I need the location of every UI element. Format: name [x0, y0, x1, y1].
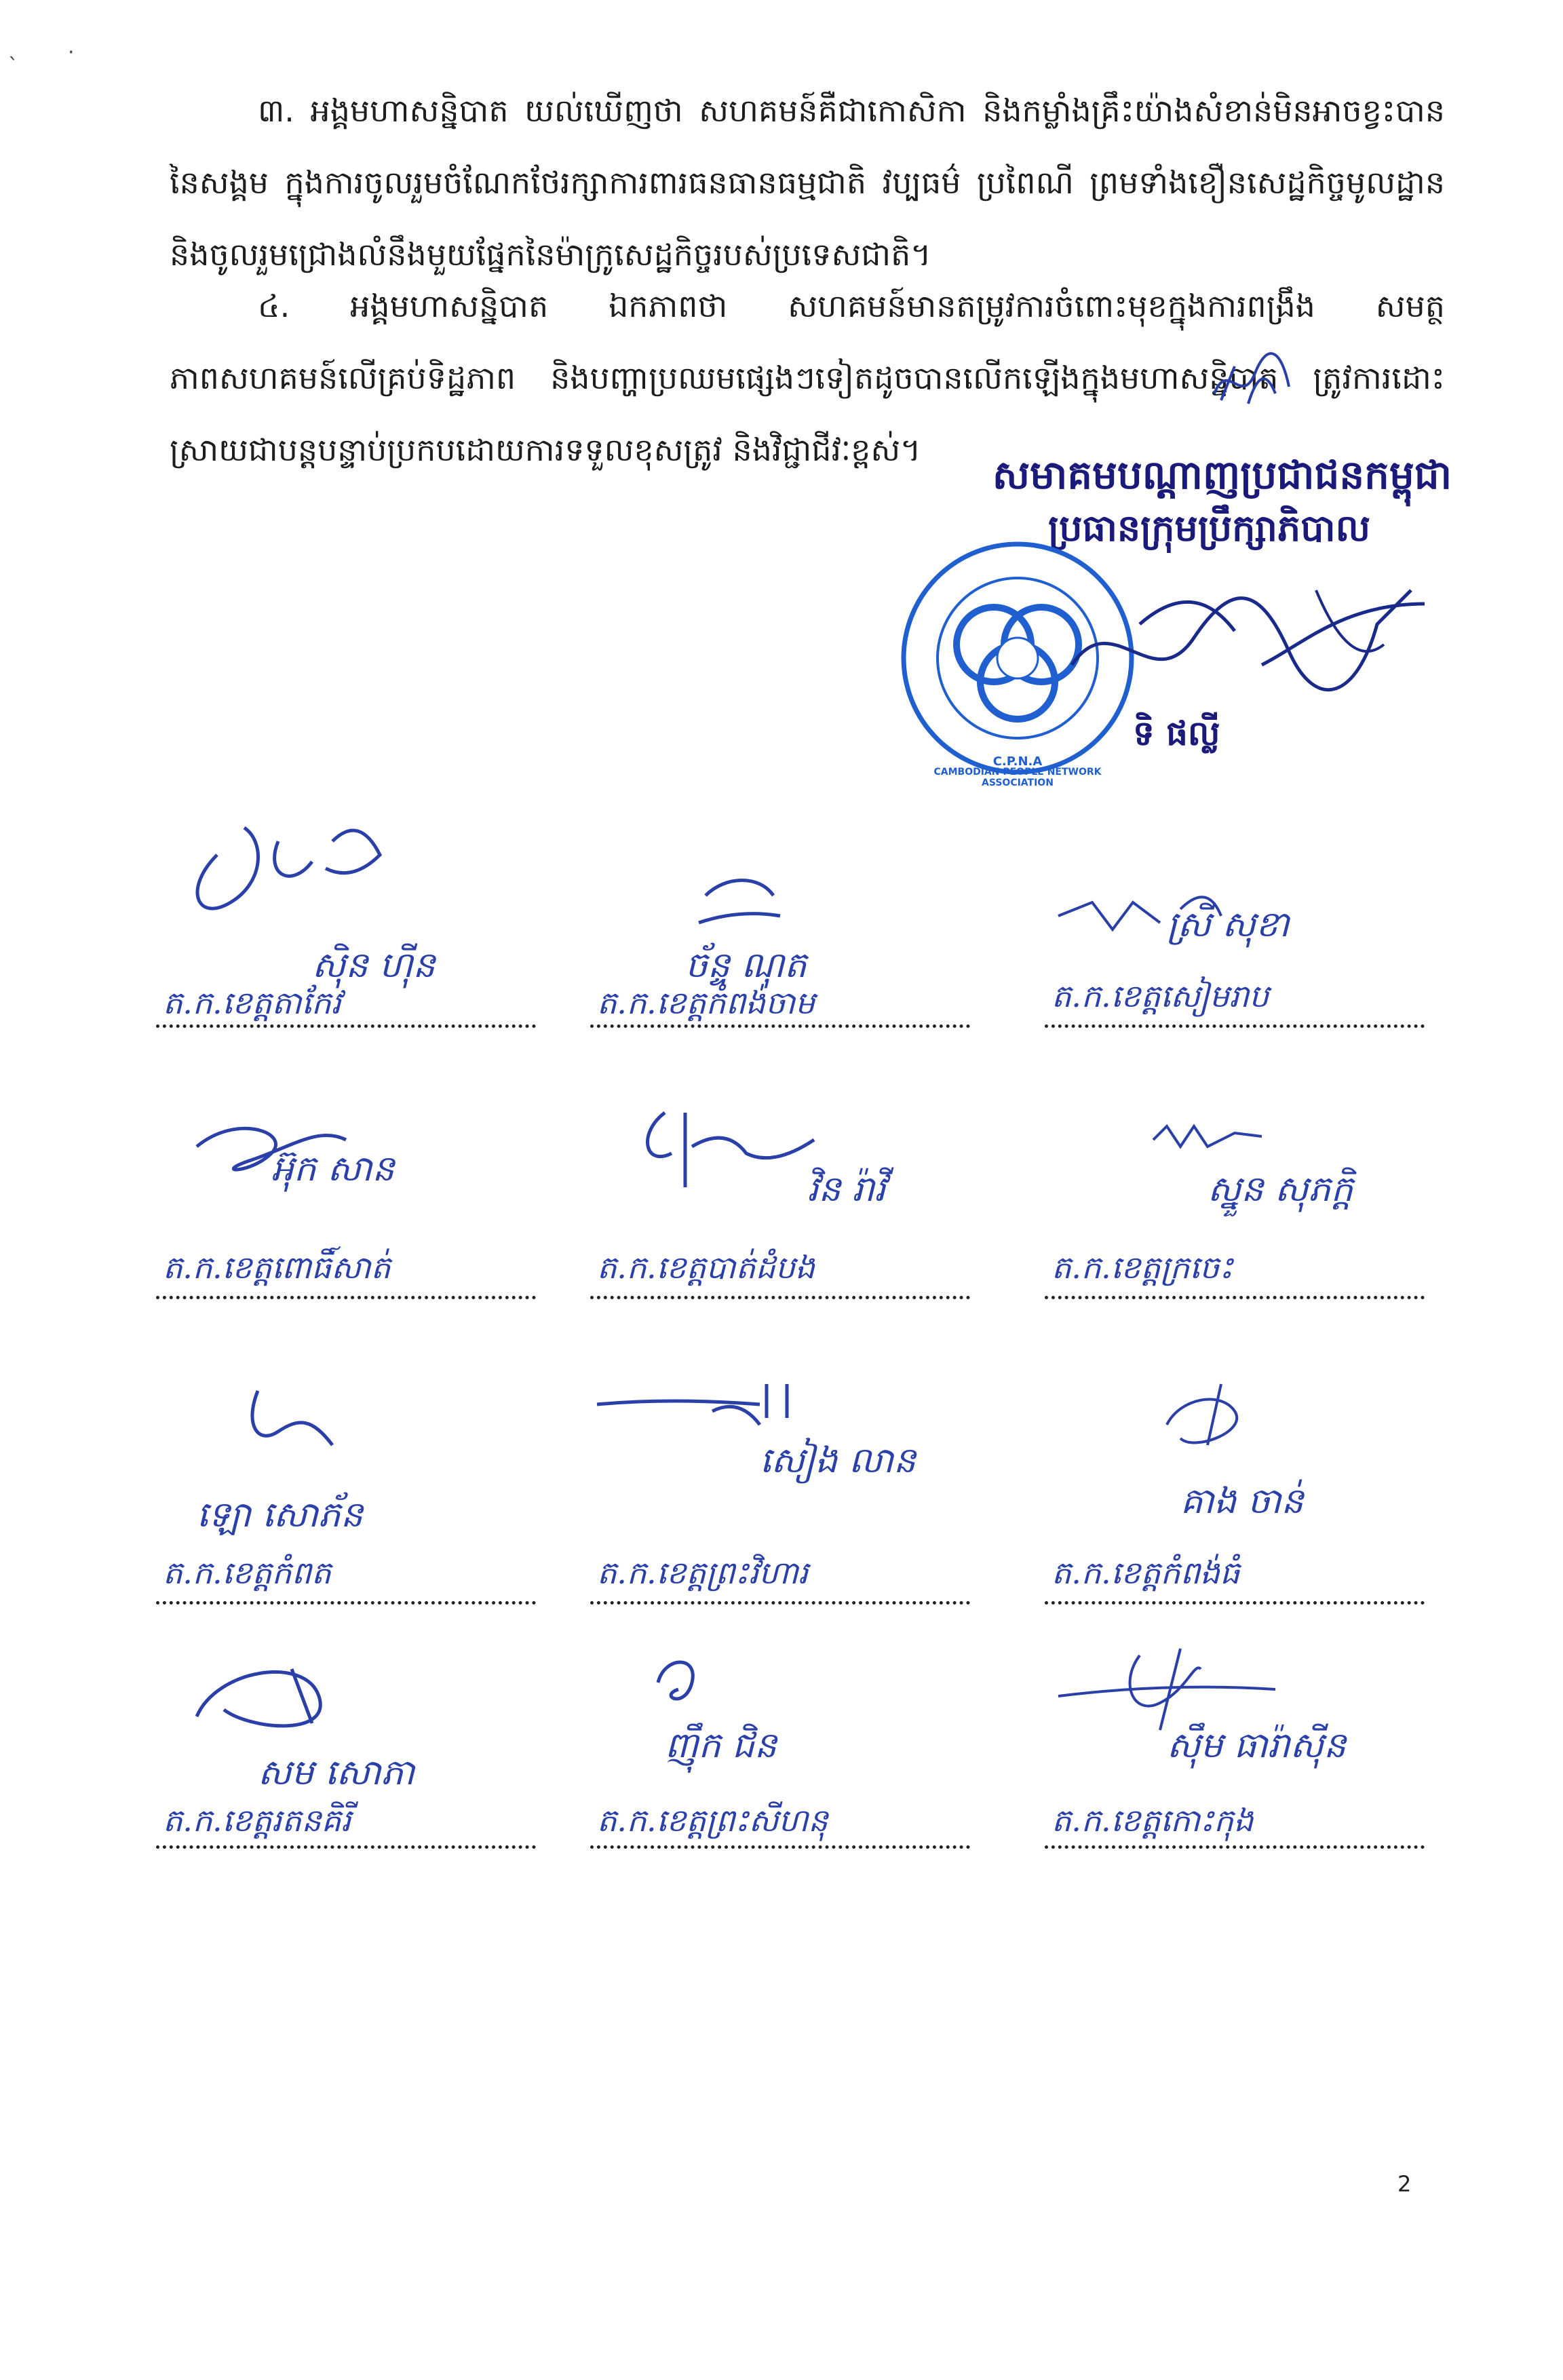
chair-signature — [1058, 563, 1438, 719]
signatory-role: ត.ក.ខេត្តតាកែវ — [163, 984, 341, 1021]
signatory-name: ស្រី សុខា — [1167, 904, 1290, 945]
signature-entry — [590, 801, 970, 1031]
signature-entry — [1045, 1642, 1425, 1873]
signature-entry — [1045, 1086, 1425, 1316]
chair-title: ប្រធានក្រុមប្រឹក្សាភិបាល — [1048, 506, 1370, 550]
signatory-role: ត.ក.ខេត្តក្រចេះ — [1051, 1249, 1233, 1286]
stamp-center-label: C.P.N.A — [992, 754, 1043, 769]
signatory-name: ស្នួន សុភក្តិ — [1208, 1169, 1353, 1210]
stamp-ring-text: CAMBODIAN PEOPLE NETWORK ASSOCIATION — [933, 767, 1102, 788]
signatory-role: ត.ក.ខេត្តបាត់ដំបង — [597, 1249, 815, 1286]
signature-line — [590, 1601, 970, 1605]
signatory-role: ត.ក.ខេត្តកំពង់ចាម — [597, 984, 815, 1021]
signature-entry — [590, 1086, 970, 1316]
paragraph-4: ៤. អង្គមហាសន្និបាត ឯកភាពថា សហគមន៍មានតម្រូវការចំពោះមុខក្នុងការពង្រឹង សមត្ថភាពសហគមន៍លើគ្រប់ទិដ្ឋភាព និងបញ្ហាប្រឈមផ្សេងៗទៀតដូចបានលើកឡើងក្នុងមហាសន្និបាត ត្រូវការដោះស្រាយជាបន្តបន្ទាប់ប្រកបដោយការទទួលខុសត្រូវ និងវិជ្ជាជីវៈខ្ពស់។ — [170, 288, 1445, 468]
signature-line — [156, 1601, 536, 1605]
signature-line — [1045, 1296, 1425, 1299]
signatory-name: ញ៉ឹក ជិន — [665, 1725, 777, 1766]
signatory-role: ត.ក.ខេត្តពោធិ៍សាត់ — [163, 1249, 391, 1286]
signatory-role: ត.ក.ខេត្តសៀមរាប — [1051, 978, 1269, 1014]
signatory-name: ស៊ឹម ធារ៉ាស៊ីន — [1167, 1725, 1347, 1766]
signature-line — [156, 1296, 536, 1299]
margin-mark: ` — [8, 54, 18, 78]
signature-entry — [590, 1642, 970, 1873]
signatory-name: សម សោភា — [258, 1752, 415, 1793]
chair-name: ទិ ផល្លី — [1133, 713, 1220, 753]
signatory-role: ត.ក.ខេត្តរតនគិរី — [163, 1802, 351, 1839]
signatory-name: ច័ន្ទ ណុត — [685, 945, 807, 986]
signature-entry — [590, 1370, 970, 1601]
signatory-role: ត.ក.ខេត្តកោះកុង — [1051, 1802, 1254, 1839]
signature-entry — [156, 1370, 536, 1601]
signatory-name: ស៊ិន ហ៊ីន — [312, 945, 436, 986]
signature-entry — [156, 1642, 536, 1873]
organization-name: សមាគមបណ្តាញប្រជាជនកម្ពុជា — [992, 452, 1452, 498]
signatory-name: អ៊ុក សាន — [271, 1149, 395, 1189]
signatory-name: គាង ចាន់ — [1180, 1481, 1304, 1522]
signature-entry — [1045, 1370, 1425, 1601]
signature-entry — [1045, 801, 1425, 1031]
initial-mark — [1208, 346, 1296, 414]
signature-line — [1045, 1601, 1425, 1605]
signature-line — [590, 1296, 970, 1299]
signatory-name: វិន រ៉ាវី — [807, 1169, 886, 1210]
signature-line — [1045, 1024, 1425, 1028]
signatory-role: ត.ក.ខេត្តព្រះវិហារ — [597, 1554, 809, 1591]
signatory-name: សៀង លាន — [760, 1440, 916, 1481]
signatory-role: ត.ក.ខេត្តកំពង់ធំ — [1051, 1554, 1240, 1591]
signature-entry — [156, 1086, 536, 1316]
margin-mark: · — [68, 41, 75, 64]
page-number: 2 — [1397, 2171, 1412, 2197]
signatory-role: ត.ក.ខេត្តកំពត — [163, 1554, 332, 1591]
signature-entry — [156, 801, 536, 1031]
paragraph-3: ៣. អង្គមហាសន្និបាត យល់ឃើញថា សហគមន៍គឺជាកោសិកា និងកម្លាំងគ្រឹះយ៉ាងសំខាន់មិនអាចខ្វះបាននៃសង្គម ក្នុងការចូលរួមចំណែកថែរក្សាការពារធនធានធម្មជាតិ វប្បធម៌ ប្រពៃណី ព្រមទាំងខឿនសេដ្ឋកិច្ចមូលដ្ឋាន និងចូលរួមជ្រោងលំនឹងមួយផ្នែកនៃម៉ាក្រូសេដ្ឋកិច្ចរបស់ប្រទេសជាតិ។ — [170, 92, 1445, 273]
signatory-role: ត.ក.ខេត្តព្រះសីហនុ — [597, 1802, 828, 1839]
signatory-name: ឡោ សោភ័ន — [197, 1495, 364, 1535]
